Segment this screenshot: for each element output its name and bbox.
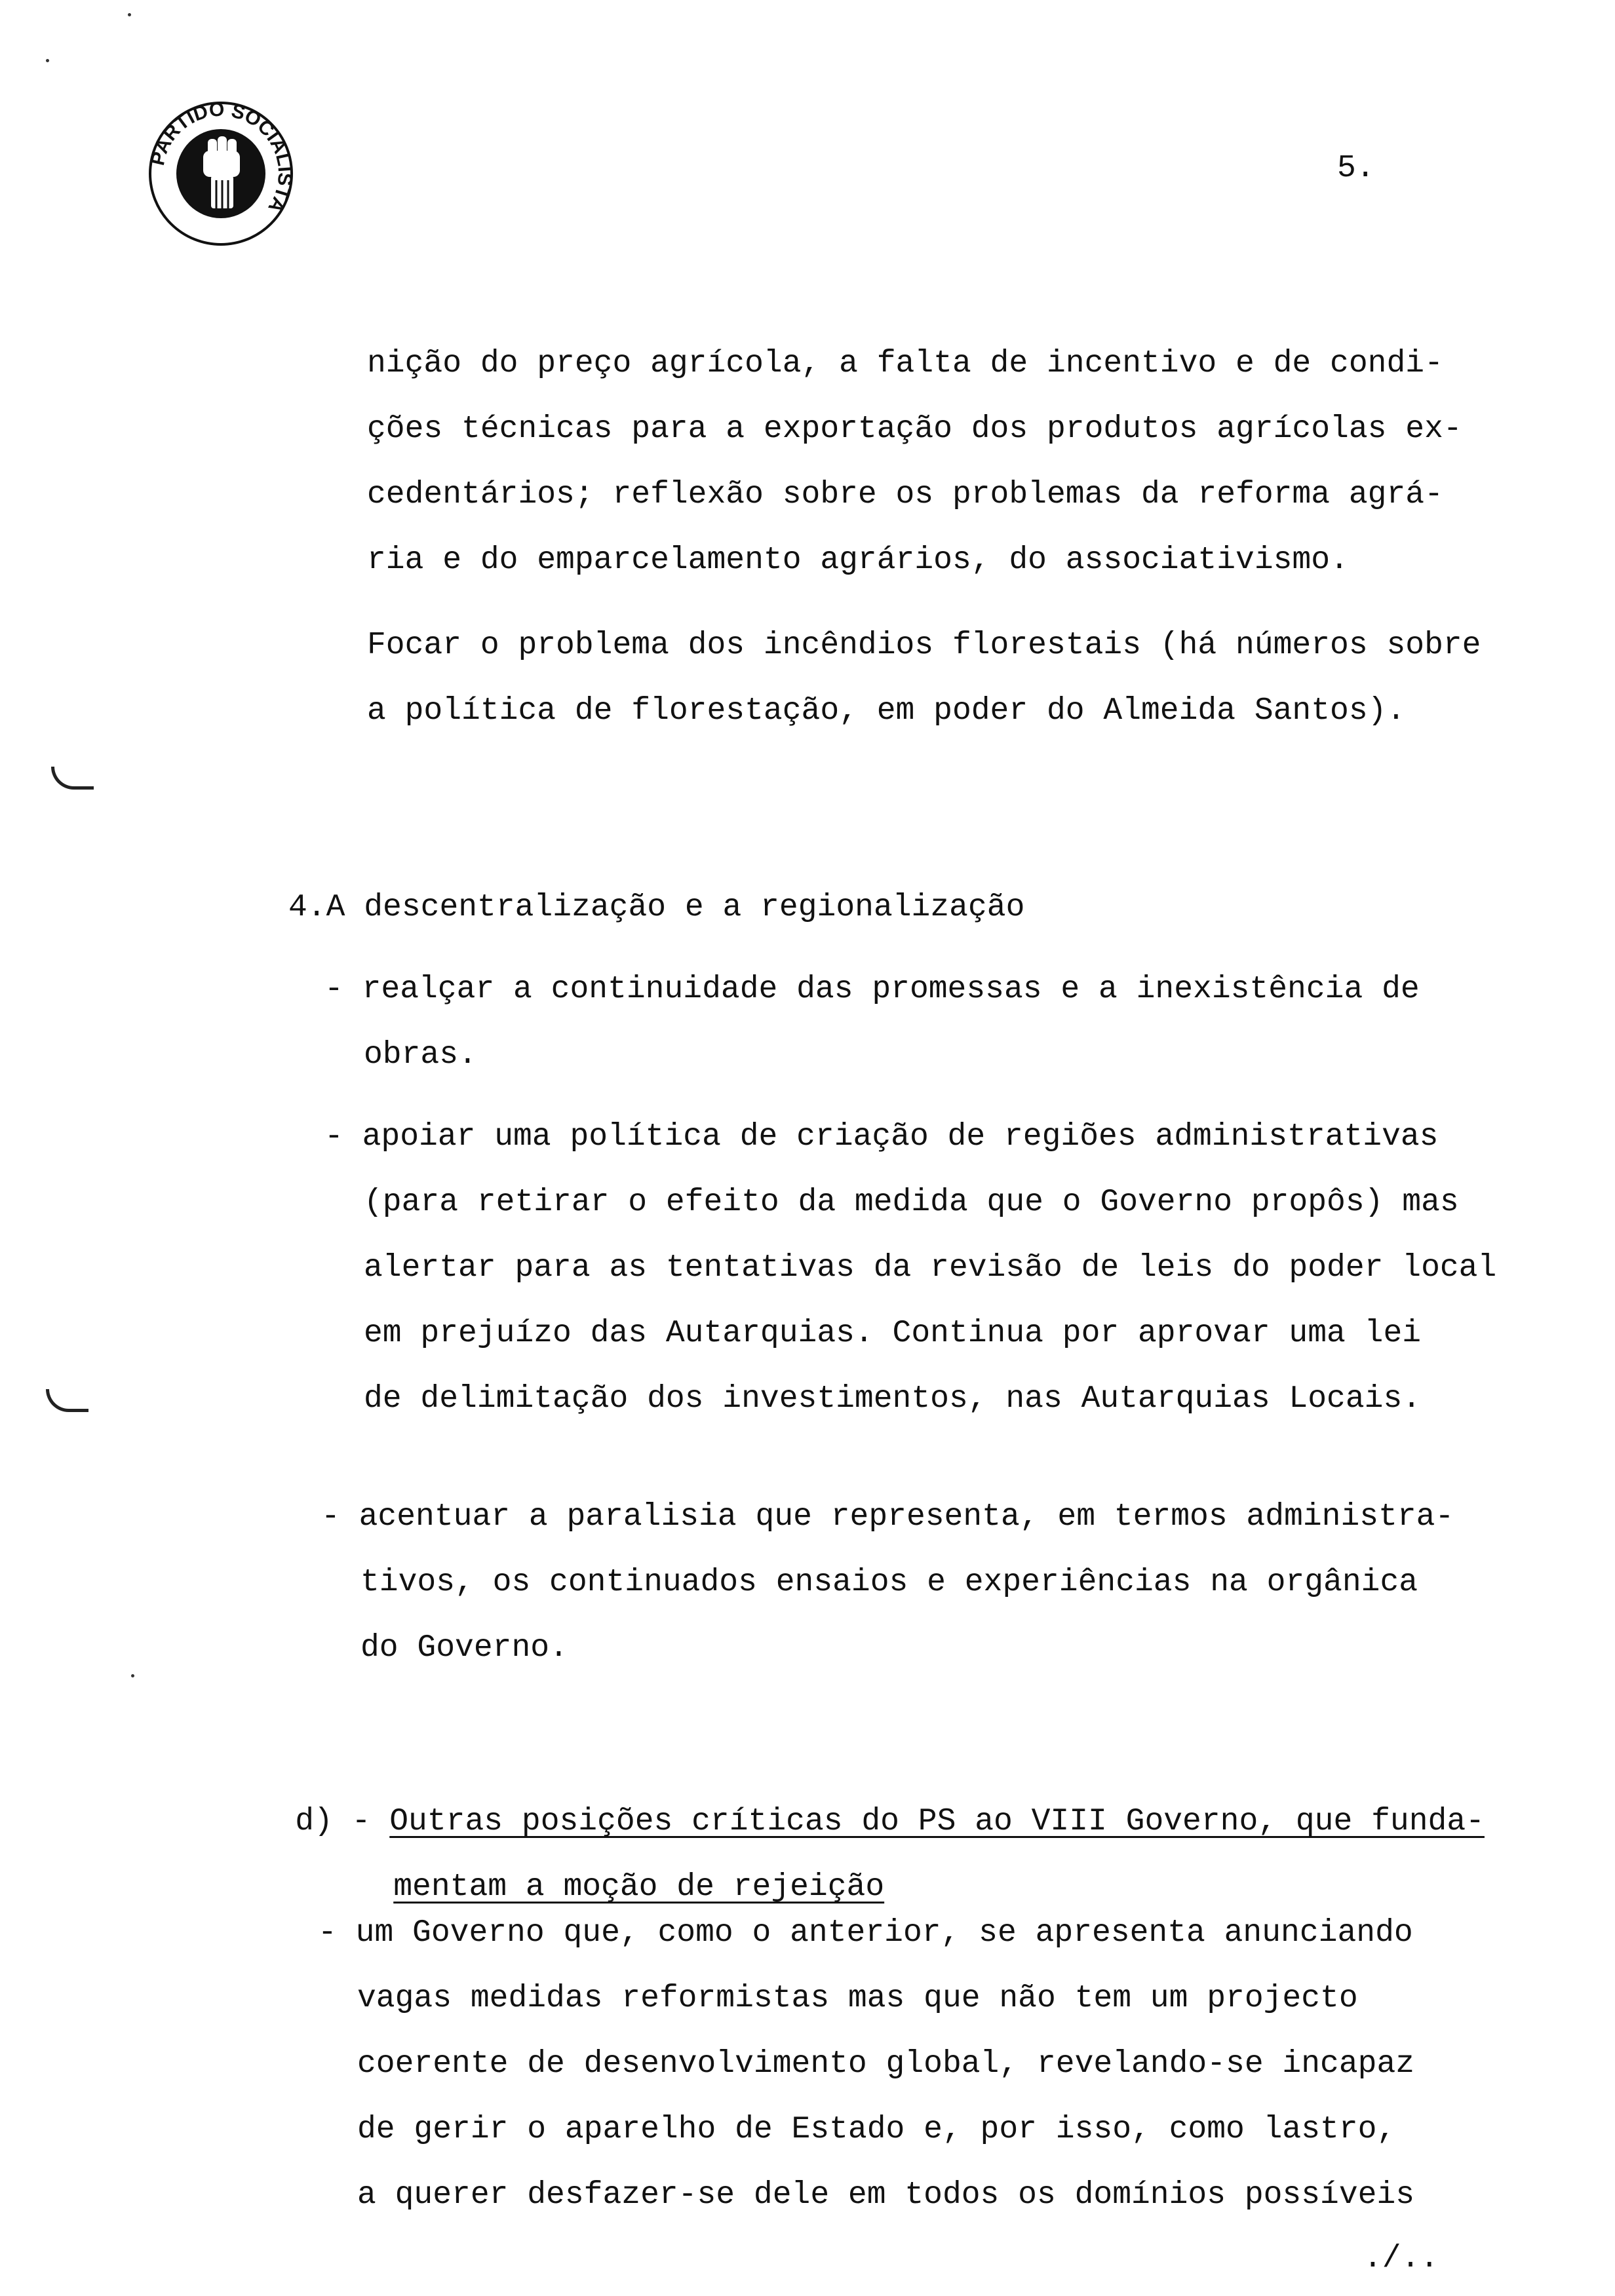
partido-socialista-logo — [146, 98, 296, 249]
bullet-line: coerente de desenvolvimento global, revelando-se incapaz — [357, 2046, 1415, 2082]
margin-mark — [51, 767, 94, 790]
paragraph-line: a política de florestação, em poder do Almeida Santos). — [367, 693, 1406, 729]
scan-speck — [128, 13, 131, 16]
bullet-line: - um Governo que, como o anterior, se apresenta anunciando — [318, 1915, 1413, 1951]
paragraph-line: ções técnicas para a exportação dos produtos agrícolas ex- — [367, 411, 1462, 447]
bullet-line: a querer desfazer-se dele em todos os domínios possíveis — [357, 2177, 1415, 2213]
logo-text: PARTIDO SOCIALISTA — [146, 98, 296, 217]
bullet-line: - acentuar a paralisia que representa, em termos administra- — [321, 1499, 1454, 1535]
paragraph-line: Focar o problema dos incêndios florestais (há números sobre — [367, 628, 1481, 663]
bullet-line: de gerir o aparelho de Estado e, por isso, como lastro, — [357, 2112, 1396, 2147]
section-d-prefix: d) - — [295, 1804, 390, 1839]
bullet-line: alertar para as tentativas da revisão de leis do poder local — [364, 1250, 1497, 1286]
bullet-line: vagas medidas reformistas mas que não tem um projecto — [357, 1981, 1358, 2016]
continuation-mark: ./.. — [1363, 2241, 1439, 2276]
paragraph-line: cedentários; reflexão sobre os problemas da reforma agrá- — [367, 477, 1443, 512]
bullet-line: do Governo. — [360, 1630, 568, 1666]
scan-speck — [131, 1674, 134, 1677]
bullet-line: em prejuízo das Autarquias. Continua por aprovar uma lei — [364, 1316, 1422, 1351]
bullet-line: de delimitação dos investimentos, nas Autarquias Locais. — [364, 1381, 1422, 1417]
paragraph-line: ria e do emparcelamento agrários, do associativismo. — [367, 543, 1349, 578]
margin-mark — [46, 1389, 88, 1412]
section-d-title-line2: mentam a moção de rejeição — [393, 1869, 885, 1905]
bullet-line: - apoiar uma política de criação de regiões administrativas — [324, 1119, 1439, 1155]
scan-speck — [46, 59, 49, 62]
bullet-line: - realçar a continuidade das promessas e a inexistência de — [324, 972, 1420, 1007]
bullet-line: tivos, os continuados ensaios e experiências na orgânica — [360, 1565, 1418, 1600]
section-d-title-line1: Outras posições críticas do PS ao VIII Governo, que funda- — [389, 1804, 1485, 1839]
page-number: 5. — [1337, 151, 1375, 186]
section-heading: 4.A descentralização e a regionalização — [288, 890, 1025, 925]
paragraph-line: nição do preço agrícola, a falta de incentivo e de condi- — [367, 346, 1443, 381]
bullet-line: obras. — [364, 1037, 477, 1073]
bullet-line: (para retirar o efeito da medida que o Governo propôs) mas — [364, 1185, 1459, 1220]
